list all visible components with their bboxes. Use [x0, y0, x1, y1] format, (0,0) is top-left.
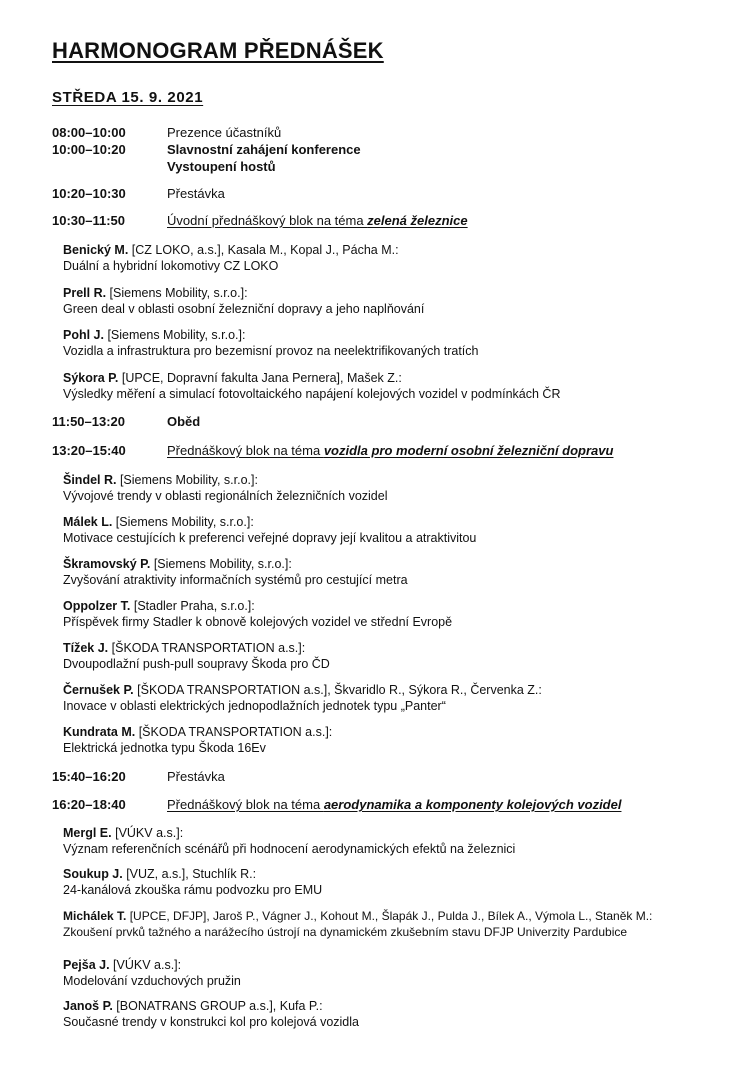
lecture-main-author: Sýkora P. — [63, 371, 119, 385]
slot-description: Přestávka — [167, 186, 225, 201]
lecture-title: Výsledky měření a simulací fotovoltaického napájení kolejových vozidel v podmínkách ČR — [63, 387, 561, 401]
lecture-main-author: Mergl E. — [63, 826, 112, 840]
lecture-affiliation: [Siemens Mobility, s.r.o.]: — [116, 473, 258, 487]
lecture-title: Současné trendy v konstrukci kol pro kolejová vozidla — [63, 1015, 359, 1029]
lecture-affiliation: [ŠKODA TRANSPORTATION a.s.], Škvaridlo R., Sýkora R., Červenka Z.: — [133, 683, 542, 697]
lecture-authors — [63, 327, 479, 343]
lecture — [63, 682, 542, 714]
lecture-title: Vývojové trendy v oblasti regionálních železničních vozidel — [63, 489, 388, 503]
block-topic: aerodynamika a komponenty kolejových vozidel — [323, 797, 622, 812]
block-heading — [167, 443, 613, 459]
lecture-title: Green deal v oblasti osobní železniční dopravy a jeho naplňování — [63, 302, 425, 316]
block-topic: zelená železnice — [367, 213, 468, 228]
lecture — [63, 640, 330, 672]
lecture — [63, 908, 652, 940]
lecture-affiliation: [VUZ, a.s.], Stuchlík R.: — [122, 867, 257, 881]
lecture-main-author: Kundrata M. — [63, 725, 136, 739]
lecture-main-author: Černušek P. — [63, 683, 134, 697]
lecture-affiliation: [Siemens Mobility, s.r.o.]: — [103, 328, 246, 342]
lecture — [63, 598, 452, 630]
block-prefix: Úvodní přednáškový blok na téma — [167, 213, 368, 228]
lecture-authors — [63, 825, 515, 841]
lecture — [63, 370, 560, 402]
time-slot: 13:20–15:40 — [52, 443, 126, 458]
lecture-title: Modelování vzduchových pružin — [63, 974, 241, 988]
slot-description: Přestávka — [167, 769, 225, 784]
lecture — [63, 285, 424, 317]
lecture-affiliation: [Siemens Mobility, s.r.o.]: — [150, 557, 292, 571]
lecture — [63, 242, 399, 274]
lecture — [63, 866, 322, 898]
lecture-affiliation: [UPCE, DFJP], Jaroš P., Vágner J., Kohout M., Šlapák J., Pulda J., Bílek A., Výmola L., Staněk M.: — [126, 909, 653, 923]
lecture-main-author: Soukup J. — [63, 867, 123, 881]
lecture-main-author: Pejša J. — [63, 958, 110, 972]
lecture-title: Vozidla a infrastruktura pro bezemisní provoz na neelektrifikovaných tratích — [63, 344, 479, 358]
lecture — [63, 724, 332, 756]
lecture — [63, 472, 387, 504]
lecture-affiliation: [ŠKODA TRANSPORTATION a.s.]: — [108, 641, 306, 655]
block-topic: vozidla pro moderní osobní železniční dopravu — [323, 443, 614, 458]
block-heading — [167, 797, 621, 813]
lecture-main-author: Benický M. — [63, 243, 129, 257]
lecture-title: Zvyšování atraktivity informačních systémů pro cestující metra — [63, 573, 408, 587]
day-heading: STŘEDA 15. 9. 2021 — [52, 89, 204, 106]
lecture-affiliation: [Siemens Mobility, s.r.o.]: — [112, 515, 254, 529]
lecture-authors — [63, 472, 387, 488]
lecture-authors — [63, 682, 542, 698]
document-title: HARMONOGRAM PŘEDNÁŠEK — [52, 38, 384, 63]
lecture-main-author: Pohl J. — [63, 328, 104, 342]
lecture — [63, 556, 408, 588]
time-slot: 11:50–13:20 — [52, 414, 126, 429]
lecture-affiliation: [VÚKV a.s.]: — [109, 958, 182, 972]
lecture-authors — [63, 370, 560, 386]
lecture-main-author: Oppolzer T. — [63, 599, 131, 613]
lecture-affiliation: [CZ LOKO, a.s.], Kasala M., Kopal J., Pácha M.: — [128, 243, 399, 257]
slot-description: Prezence účastníků — [167, 125, 282, 140]
lecture — [63, 825, 515, 857]
lecture-main-author: Málek L. — [63, 515, 113, 529]
lecture-main-author: Tížek J. — [63, 641, 109, 655]
lecture-main-author: Šindel R. — [63, 473, 117, 487]
time-slot: 15:40–16:20 — [52, 769, 126, 784]
lecture-authors — [63, 640, 330, 656]
lecture-affiliation: [Stadler Praha, s.r.o.]: — [130, 599, 255, 613]
lecture-title: Motivace cestujících k preferenci veřejné dopravy její kvalitou a atraktivitou — [63, 531, 477, 545]
lecture-authors — [63, 242, 399, 258]
lecture-affiliation: [ŠKODA TRANSPORTATION a.s.]: — [135, 725, 333, 739]
lecture-affiliation: [BONATRANS GROUP a.s.], Kufa P.: — [112, 999, 323, 1013]
block-prefix: Přednáškový blok na téma — [167, 443, 324, 458]
time-slot: 10:30–11:50 — [52, 213, 126, 228]
lecture — [63, 514, 476, 546]
time-slot: 10:20–10:30 — [52, 186, 126, 201]
lecture — [63, 957, 241, 989]
slot-description-2: Vystoupení hostů — [167, 159, 276, 174]
lecture-authors — [63, 514, 476, 530]
lecture-authors — [63, 556, 408, 572]
lecture — [63, 998, 359, 1030]
lecture-title: 24-kanálová zkouška rámu podvozku pro EMU — [63, 883, 323, 897]
lecture-affiliation: [Siemens Mobility, s.r.o.]: — [106, 286, 248, 300]
lecture-affiliation: [VÚKV a.s.]: — [111, 826, 184, 840]
lecture-affiliation: [UPCE, Dopravní fakulta Jana Pernera], Mašek Z.: — [118, 371, 402, 385]
lecture-authors — [63, 908, 652, 924]
lecture-title: Elektrická jednotka typu Škoda 16Ev — [63, 741, 266, 755]
lecture-main-author: Michálek T. — [63, 909, 127, 923]
lecture-authors — [63, 998, 359, 1014]
lecture-main-author: Prell R. — [63, 286, 107, 300]
lecture-authors — [63, 957, 241, 973]
lecture-title: Dvoupodlažní push-pull soupravy Škoda pro ČD — [63, 657, 330, 671]
lecture-title: Příspěvek firmy Stadler k obnově kolejových vozidel ve střední Evropě — [63, 615, 453, 629]
lecture-title: Zkoušení prvků tažného a narážecího ústrojí na dynamickém zkušebním stavu DFJP Univerzity Pardubice — [63, 925, 628, 939]
block-prefix: Přednáškový blok na téma — [167, 797, 324, 812]
lecture-authors — [63, 724, 332, 740]
time-slot: 10:00–10:20 — [52, 142, 126, 157]
lecture-authors — [63, 285, 424, 301]
lecture-title: Inovace v oblasti elektrických jednopodlažních jednotek typu „Panter“ — [63, 699, 446, 713]
time-slot: 08:00–10:00 — [52, 125, 126, 140]
lecture-main-author: Škramovský P. — [63, 557, 151, 571]
lecture-title: Duální a hybridní lokomotivy CZ LOKO — [63, 259, 279, 273]
lecture — [63, 327, 479, 359]
lecture-authors — [63, 866, 322, 882]
lecture-main-author: Janoš P. — [63, 999, 113, 1013]
time-slot: 16:20–18:40 — [52, 797, 126, 812]
block-heading — [167, 213, 468, 229]
lecture-authors — [63, 598, 452, 614]
slot-description: Oběd — [167, 414, 201, 429]
lecture-title: Význam referenčních scénářů při hodnocení aerodynamických efektů na železnici — [63, 842, 516, 856]
slot-description: Slavnostní zahájení konference — [167, 142, 361, 157]
